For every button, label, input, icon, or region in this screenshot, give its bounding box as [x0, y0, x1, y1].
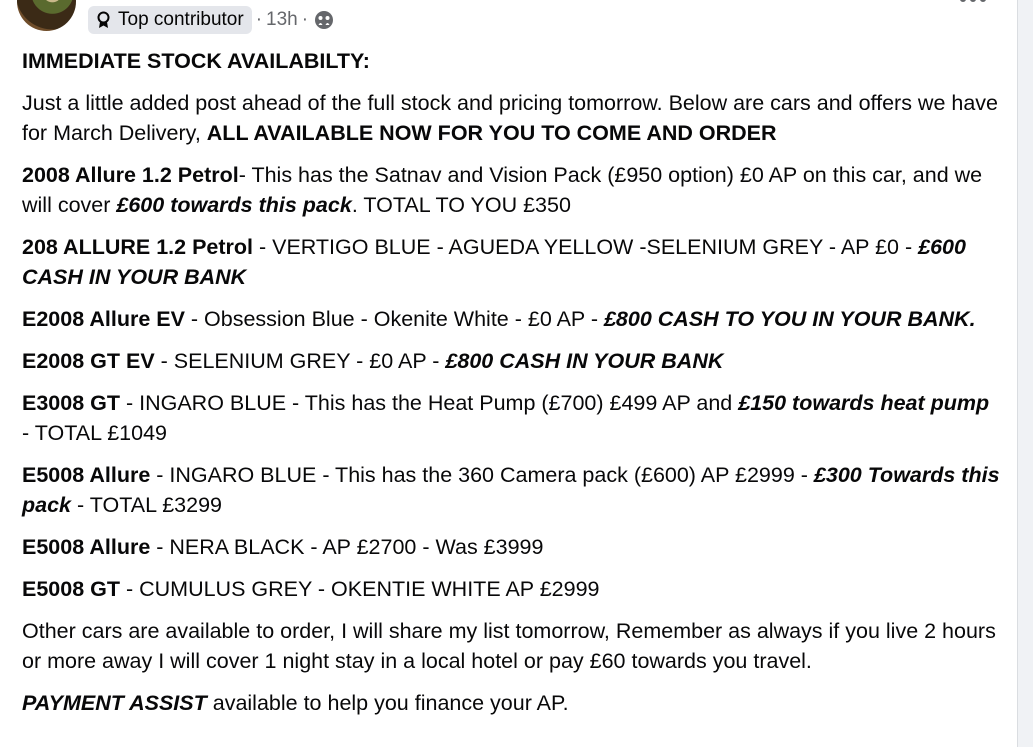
intro-bold: ALL AVAILABLE NOW FOR YOU TO COME AND ORDER — [206, 121, 777, 145]
car-offer-highlight: £800 CASH TO YOU IN YOUR BANK. — [603, 307, 976, 331]
author-avatar[interactable] — [17, 0, 76, 31]
post-body — [22, 46, 1002, 730]
car-total: - TOTAL £3299 — [71, 493, 222, 517]
car-total: - TOTAL £1049 — [22, 421, 168, 445]
car-details: - Obsession Blue - Okenite White - £0 AP - — [184, 307, 604, 331]
car-model: 2008 Allure 1.2 Petrol — [22, 163, 239, 187]
car-offer — [22, 388, 1002, 448]
car-offer-highlight: £600 towards this pack — [116, 193, 352, 217]
car-model: E5008 Allure — [22, 535, 151, 559]
car-offer — [22, 346, 1002, 376]
separator: · — [301, 9, 309, 30]
badge-label: Top contributor — [118, 9, 244, 30]
car-offer-highlight: £600 CASH IN YOUR BANK — [22, 235, 966, 289]
car-offer — [22, 304, 1002, 334]
car-offer — [22, 574, 1002, 604]
intro-text: Just a little added post ahead of the full stock and pricing tomorrow. Below are cars and offers we have for March Delivery, — [22, 91, 999, 145]
car-offer-highlight: £150 towards heat pump — [738, 391, 990, 415]
globe-icon[interactable] — [314, 10, 334, 30]
car-model: 208 ALLURE 1.2 Petrol — [22, 235, 253, 259]
post-meta — [88, 5, 334, 35]
car-model: E3008 GT — [22, 391, 120, 415]
page-background-edge — [1017, 0, 1033, 747]
award-icon — [96, 11, 111, 29]
car-offer — [22, 460, 1002, 520]
car-model: E5008 GT — [22, 577, 120, 601]
car-model: E5008 Allure — [22, 463, 151, 487]
car-details: - SELENIUM GREY - £0 AP - — [154, 349, 446, 373]
car-offer — [22, 532, 1002, 562]
car-details: - NERA BLACK - AP £2700 - Was £3999 — [150, 535, 544, 559]
car-offer — [22, 232, 1002, 292]
car-details: - CUMULUS GREY - OKENTIE WHITE AP £2999 — [120, 577, 600, 601]
payment-note — [22, 688, 1002, 718]
car-model: E2008 GT EV — [22, 349, 155, 373]
car-details: - INGARO BLUE - This has the Heat Pump (£700) £499 AP and — [120, 391, 739, 415]
car-total: . TOTAL TO YOU £350 — [351, 193, 571, 217]
post-closing: Other cars are available to order, I will share my list tomorrow, Remember as always if you live 2 hours or more away I will cover 1 night stay in a local hotel or pay £60 towards you travel. — [22, 619, 996, 673]
car-offer — [22, 160, 1002, 220]
car-offer-highlight: £800 CASH IN YOUR BANK — [445, 349, 724, 373]
payment-assist-label: PAYMENT ASSIST — [22, 691, 207, 715]
top-contributor-badge[interactable] — [88, 6, 252, 34]
car-model: E2008 Allure EV — [22, 307, 185, 331]
car-details: - INGARO BLUE - This has the 360 Camera pack (£600) AP £2999 - — [150, 463, 814, 487]
post-heading: IMMEDIATE STOCK AVAILABILTY: — [22, 49, 370, 73]
payment-text: available to help you finance your AP. — [206, 691, 569, 715]
separator: · — [255, 9, 263, 30]
post-timestamp[interactable]: 13h — [266, 9, 298, 30]
car-offer-highlight: £300 Towards this pack — [22, 463, 1000, 517]
car-details: - VERTIGO BLUE - AGUEDA YELLOW -SELENIUM GREY - AP £0 - — [253, 235, 919, 259]
car-details: - This has the Satnav and Vision Pack (£950 option) £0 AP on this car, and we will cover — [22, 163, 983, 217]
post-intro — [22, 88, 1002, 148]
more-options-icon[interactable] — [958, 0, 988, 4]
